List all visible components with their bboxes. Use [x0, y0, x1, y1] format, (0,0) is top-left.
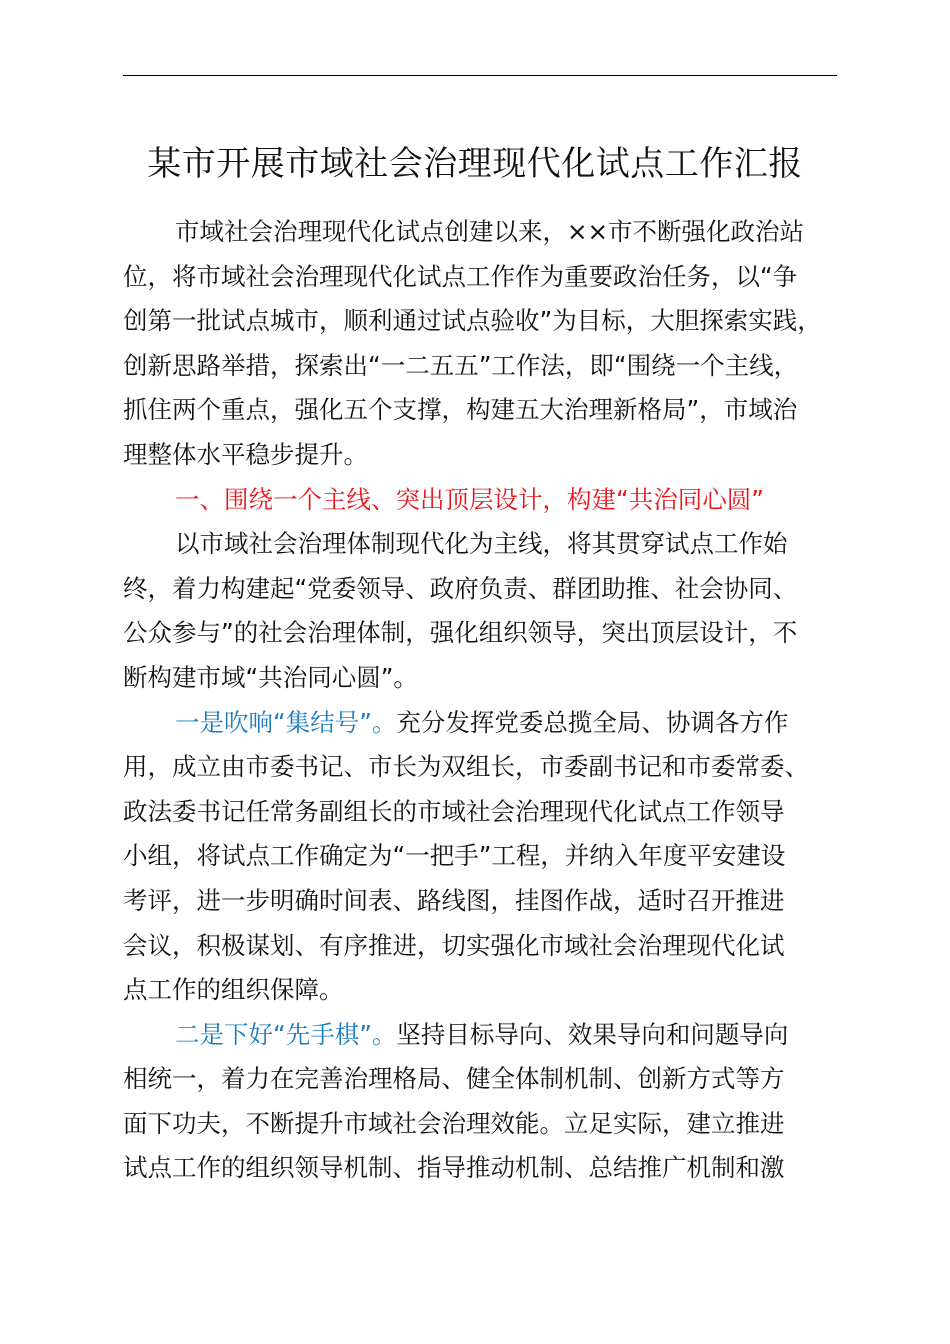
- point2-line: 试点工作的组织领导机制、指导推动机制、总结推广机制和激: [123, 1153, 785, 1183]
- section1-line: 断构建市域“共治同心圆”。: [123, 662, 418, 692]
- header-rule: [123, 75, 837, 76]
- point1-line: 点工作的组织保障。: [123, 975, 344, 1005]
- document-title: 某市开展市域社会治理现代化试点工作汇报: [147, 144, 803, 184]
- point2-first-text: 坚持目标导向、效果导向和问题导向: [396, 1019, 789, 1049]
- point2-lead: 二是下好“先手棋”。: [175, 1019, 397, 1049]
- point2-first-line: [123, 1013, 837, 1058]
- intro-line: 创新思路举措，探索出“一二五五”工作法，即“围绕一个主线，: [123, 350, 799, 380]
- point1-line: 考评，进一步明确时间表、路线图，挂图作战，适时召开推进: [123, 885, 785, 915]
- section1-line: 终，着力构建起“党委领导、政府负责、群团助推、社会协同、: [123, 573, 798, 603]
- section1-line: 公众参与”的社会治理体制，强化组织领导，突出顶层设计，不: [123, 618, 798, 648]
- document-body: [123, 210, 837, 1191]
- intro-line: 位，将市域社会治理现代化试点工作作为重要政治任务，以“争: [123, 261, 798, 291]
- point1-lead: 一是吹响“集结号”。: [175, 707, 397, 737]
- point1-line: 政法委书记任常务副组长的市域社会治理现代化试点工作领导: [123, 796, 785, 826]
- section-heading: 一、围绕一个主线、突出顶层设计，构建“共治同心圆”: [175, 484, 764, 514]
- intro-line: 抓住两个重点，强化五个支撑，构建五大治理新格局”，市域治: [123, 395, 798, 425]
- intro-line: 市域社会治理现代化试点创建以来，××市不断强化政治站: [175, 217, 805, 246]
- point1-line: 会议，积极谋划、有序推进，切实强化市域社会治理现代化试: [123, 930, 785, 960]
- point2-line: 相统一，着力在完善治理格局、健全体制机制、创新方式等方: [123, 1064, 785, 1094]
- intro-line: 创第一批试点城市，顺利通过试点验收”为目标，大胆探索实践，: [123, 306, 822, 336]
- point2-line: 面下功夫，不断提升市域社会治理效能。立足实际，建立推进: [123, 1108, 785, 1138]
- point1-first-line: [123, 701, 837, 746]
- section1-line: 以市域社会治理体制现代化为主线，将其贯穿试点工作始: [175, 529, 788, 559]
- point1-first-text: 充分发挥党委总揽全局、协调各方作: [396, 707, 789, 737]
- point1-line: 小组，将试点工作确定为“一把手”工程，并纳入年度平安建设: [123, 841, 786, 871]
- point1-line: 用，成立由市委书记、市长为双组长，市委副书记和市委常委、: [123, 752, 809, 782]
- intro-line: 理整体水平稳步提升。: [123, 439, 368, 469]
